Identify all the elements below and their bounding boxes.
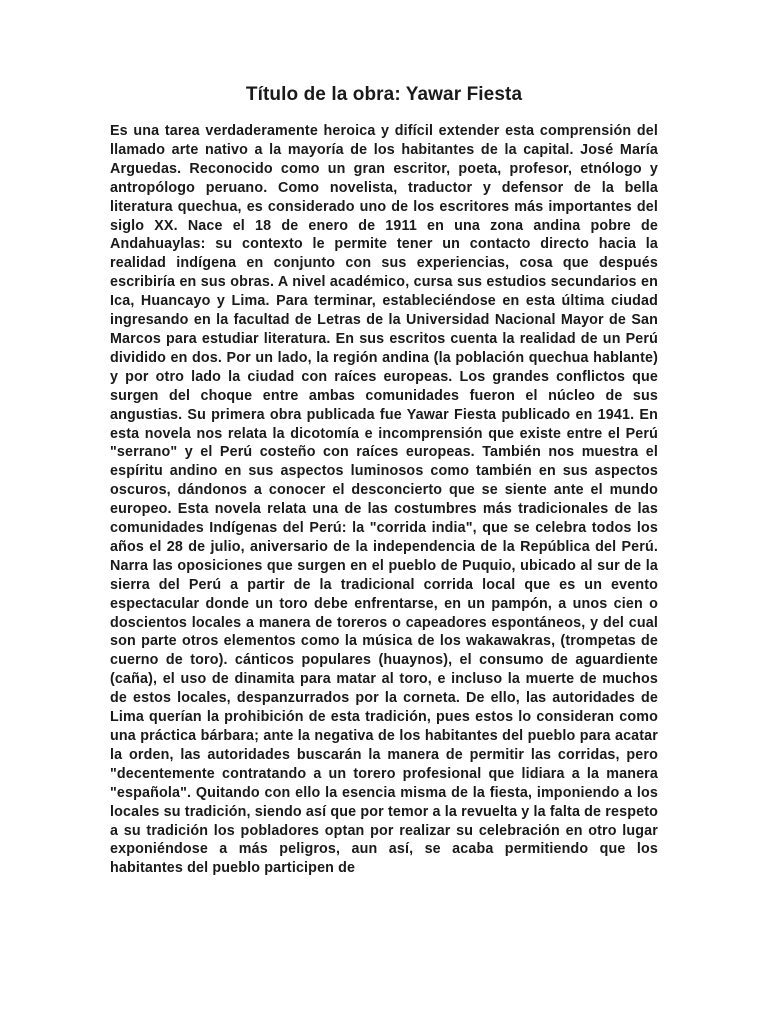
body-segment: aniversario de la independencia de la República del Perú. [244, 538, 658, 555]
body-segment: su tradición los pobladores optan por realizar su celebración en otro lugar exponiéndose a más peligros, aun así, se acaba permitiendo que los habitantes del pueblo participen de [110, 822, 658, 877]
body-segment: Narra las oposiciones que surgen en el pueblo de Puquio, ubicado al sur de la sierra del Perú a partir de la tradicional corrida local que es un evento [110, 557, 658, 593]
body-segment: Nace el 18 de enero de 1911 en una zona andina pobre de Andahuaylas: su contexto le permite tener un contacto directo hacia la realidad indígena en conjunto con sus [110, 217, 659, 272]
body-segment: Es una tarea verdaderamente heroica y difícil extender esta comprensión del llamado arte nativo a la mayoría de los habitantes de la capital. José María Arguedas. [110, 123, 658, 177]
body-segment: En esta novela nos relata la dicotomía e incomprensión que existe entre el Perú "serrano" y el Perú costeño con raíces europeas. [110, 406, 658, 461]
body-segment: De ello, las autoridades de Lima querían la prohibición de esta tradición, pues estos lo consideran como una práctica bárbara; ante la negativa de los habitantes del pueblo para acatar [110, 690, 659, 744]
body-segment: Reconocido como un gran escritor, poeta, profesor, etnólogo y antropólogo peruano. Como novelista, traductor y defensor de la bella literatura quechua, es considerado uno de los escritores más importantes del siglo XX. [110, 160, 658, 234]
document-body-paragraph [110, 122, 658, 878]
body-segment: experiencias, cosa que después escribiría en sus obras. [110, 255, 658, 291]
body-segment: En sus escritos cuenta la realidad de un Perú dividido en dos. Por un lado, la región andina (la población quechua hablante) y por otro lado la ciudad con raíces europeas. [110, 330, 659, 385]
document-title: Título de la obra: Yawar Fiesta [245, 84, 523, 105]
body-segment: A nivel académico, cursa sus estudios secundarios en Ica, Huancayo y Lima. [110, 274, 658, 310]
body-segment: espectacular donde un toro debe enfrentarse, en un pampón, a unos cien o doscientos locales a manera de toreros o capeadores espontáneos, y del cual son parte otros elementos como la música de los wakawakras, (trompetas de cuerno de toro). cánticos populares (huaynos), el consumo de aguardiente (caña), el uso de dinamita para matar al toro, e incluso la muerte de muchos de estos locales, despanzurrados por la corneta. [110, 595, 658, 707]
body-segment: la orden, las autoridades buscarán la manera de permitir las corridas, pero "decentemente contratando a un torero profesional que lidiara a la manera "española". Quitando con ello la esencia misma de la fiesta, imponiendo a los locales su tradición, siendo así que por temor a la revuelta y la falta de respeto a [110, 746, 658, 839]
body-segment: También nos muestra el espíritu andino en sus aspectos luminosos como también en sus aspectos oscuros, dándonos a conocer el desconcierto que se siente ante el mundo europeo. Esta novela relata una de las costumbres más tradicionales de las comunidades Indígenas del Perú: la "corrida india", que se celebra todos los años el 28 de julio, [110, 444, 658, 555]
body-segment: Los grandes conflictos que surgen del choque entre ambas comunidades fueron el núcleo de sus angustias. Su primera obra publicada fue Yawar Fiesta publicado en 1941. [110, 368, 658, 423]
body-segment: Para terminar, estableciéndose en esta última ciudad ingresando en la facultad de Letras de la Universidad Nacional Mayor de San Marcos para estudiar literatura. [110, 293, 658, 347]
